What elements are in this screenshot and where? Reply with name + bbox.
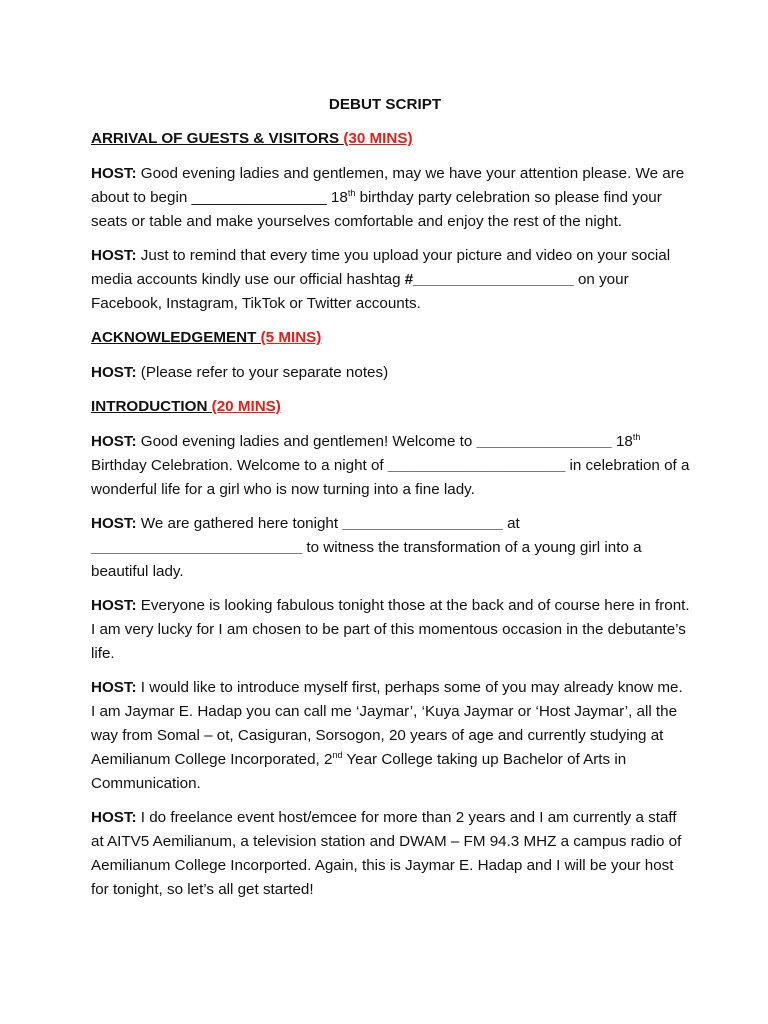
paragraph-text: Everyone is looking fabulous tonight those at the back and of course here in front. I am very lucky for I am chosen to be part of this momentous occasion in the debutante’s life. — [91, 597, 690, 662]
paragraph-text: Just to remind that every time you upload your picture and video on your social media accounts kindly use our official hashtag — [91, 247, 671, 288]
section-heading-introduction — [91, 395, 691, 419]
paragraph-introduction-5 — [91, 806, 691, 902]
host-label: HOST: — [91, 515, 137, 532]
superscript: nd — [332, 749, 343, 760]
paragraph-text: to witness the transformation of a young girl into a beautiful lady. — [91, 539, 642, 580]
host-label: HOST: — [91, 364, 137, 381]
paragraph-text: Good evening ladies and gentlemen! Welcome to — [140, 433, 473, 450]
paragraph-arrival-1 — [91, 162, 691, 234]
paragraph-text: (Please refer to your separate notes) — [140, 364, 389, 381]
paragraph-text: Year College taking up Bachelor of Arts in Communication. — [91, 751, 627, 792]
fill-in-blank: ___________________ — [342, 515, 503, 532]
fill-in-blank: ________________ — [191, 189, 327, 206]
paragraph-text: in celebration of a wonderful life for a girl who is now turning into a fine lady. — [91, 457, 690, 498]
paragraph-text: I would like to introduce myself first, perhaps some of you may already know me. I am Jaymar E. Hadap you can call me ‘Jaymar’, ‘Kuya Jaymar or ‘Host Jaymar’, all the way from Somal – ot, Casiguran, Sorsogon, 20 years of age and currently studying at Aemilianum College Incorporated, 2 — [91, 679, 683, 768]
section-heading-arrival — [91, 127, 691, 151]
heading-time: (5 MINS) — [260, 329, 322, 346]
fill-in-blank: ________________ — [476, 433, 612, 450]
host-label: HOST: — [91, 679, 137, 696]
heading-time: (20 MINS) — [211, 398, 281, 415]
paragraph-text: on your Facebook, Instagram, TikTok or Twitter accounts. — [91, 271, 629, 312]
fill-in-blank: _________________________ — [91, 539, 303, 556]
paragraph-text: I do freelance event host/emcee for more than 2 years and I am currently a staff at AITV5 Aemilianum, a television station and DWAM – FM 94.3 MHZ a campus radio of Aemilianum College Incorported. Again, this is Jaymar E. Hadap and I will be your host for tonight, so let’s all get started! — [91, 809, 682, 898]
heading-text: INTRODUCTION — [91, 398, 208, 415]
paragraph-text: We are gathered here tonight — [140, 515, 339, 532]
fill-in-blank: _____________________ — [387, 457, 566, 474]
paragraph-acknowledgement-1 — [91, 361, 691, 385]
host-label: HOST: — [91, 433, 137, 450]
paragraph-arrival-2 — [91, 244, 691, 316]
heading-text: ARRIVAL OF GUESTS & VISITORS — [91, 130, 340, 147]
script-body — [91, 93, 691, 912]
paragraph-text: birthday party celebration so please find your seats or table and make yourselves comfortable and enjoy the rest of the night. — [91, 189, 662, 230]
heading-time: (30 MINS) — [343, 130, 413, 147]
hashtag-blank: #___________________ — [404, 271, 574, 288]
paragraph-introduction-3 — [91, 594, 691, 666]
section-heading-acknowledgement — [91, 326, 691, 350]
host-label: HOST: — [91, 247, 137, 264]
superscript: th — [347, 187, 356, 198]
superscript: th — [632, 431, 641, 442]
paragraph-introduction-2 — [91, 512, 691, 584]
paragraph-introduction-4 — [91, 676, 691, 796]
document-title: DEBUT SCRIPT — [328, 96, 442, 113]
heading-text: ACKNOWLEDGEMENT — [91, 329, 257, 346]
paragraph-text: 18 — [330, 189, 348, 206]
paragraph-text: Good evening ladies and gentlemen, may we have your attention please. We are about to begin — [91, 165, 685, 206]
paragraph-text: Birthday Celebration. Welcome to a night of — [91, 457, 384, 474]
paragraph-introduction-1 — [91, 430, 691, 502]
host-label: HOST: — [91, 809, 137, 826]
host-label: HOST: — [91, 165, 137, 182]
paragraph-text: at — [507, 515, 520, 532]
paragraph-text: 18 — [615, 433, 633, 450]
host-label: HOST: — [91, 597, 137, 614]
